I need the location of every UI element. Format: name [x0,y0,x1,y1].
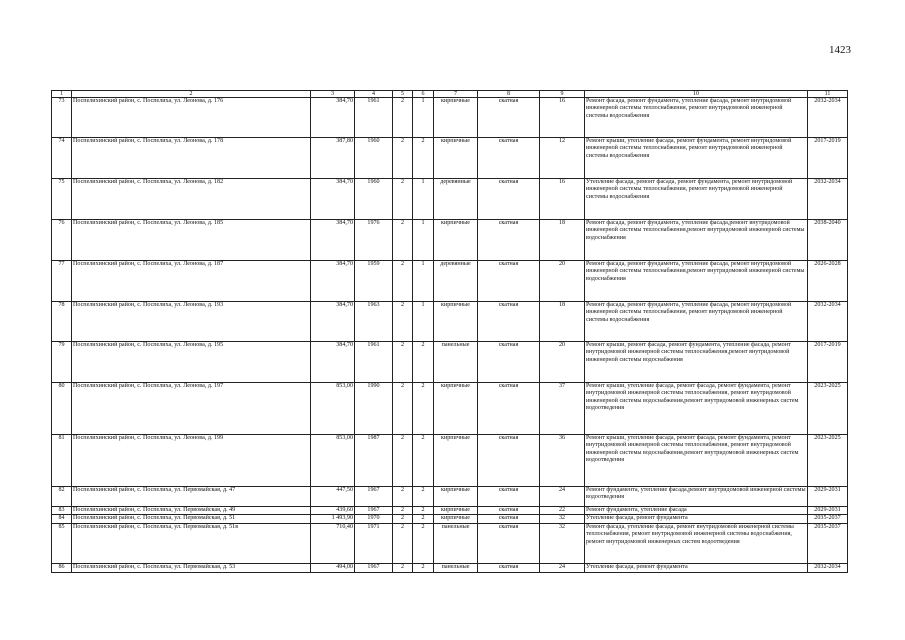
entrances-cell: 2 [413,487,434,507]
walls-cell: панельные [434,523,478,563]
address-cell: Поспелихинский район, с. Поспелиха, ул. Леонова, д. 176 [72,98,311,138]
roof-cell: скатная [478,515,540,523]
address-cell: Поспелихинский район, с. Поспелиха, ул. Леонова, д. 187 [72,261,311,302]
apartments-cell: 16 [540,98,585,138]
column-header: 6 [413,91,434,98]
entrances-cell: 2 [413,435,434,487]
table-row [52,515,848,523]
apartments-cell: 37 [540,383,585,435]
period-cell: 2017-2019 [808,342,848,383]
walls-cell: кирпичные [434,515,478,523]
column-header: 3 [311,91,355,98]
row-number: 74 [52,138,72,179]
apartments-cell: 12 [540,138,585,179]
period-cell: 2038-2040 [808,220,848,261]
table-row [52,179,848,220]
entrances-cell: 2 [413,138,434,179]
period-cell: 2029-2031 [808,487,848,507]
entrances-cell: 1 [413,220,434,261]
column-header: 4 [355,91,393,98]
year-cell: 1990 [355,383,393,435]
roof-cell: скатная [478,435,540,487]
row-number: 83 [52,507,72,515]
row-number: 86 [52,563,72,572]
row-number: 77 [52,261,72,302]
floors-cell: 2 [393,515,413,523]
entrances-cell: 2 [413,507,434,515]
table-row [52,302,848,342]
address-cell: Поспелихинский район, с. Поспелиха, ул. Первомайская, д. 47 [72,487,311,507]
address-cell: Поспелихинский район, с. Поспелиха, ул. Первомайская, д. 51 [72,515,311,523]
housing-register-table [51,90,848,573]
period-cell: 2026-2028 [808,261,848,302]
floors-cell: 2 [393,302,413,342]
year-cell: 1963 [355,302,393,342]
period-cell: 2032-2034 [808,302,848,342]
works-cell: Ремонт крыши, ремонт фасада, ремонт фундамента, утепление фасада, ремонт внутридомовой инженерной системы теплоснабжения,ремонт внутридомовой инженерной системы водоснабжения [585,342,808,383]
floors-cell: 2 [393,179,413,220]
table-row [52,220,848,261]
area-cell: 1 493,90 [311,515,355,523]
table-row [52,383,848,435]
table-row [52,98,848,138]
address-cell: Поспелихинский район, с. Поспелиха, ул. Первомайская, д. 49 [72,507,311,515]
address-cell: Поспелихинский район, с. Поспелиха, ул. Леонова, д. 178 [72,138,311,179]
table-row [52,507,848,515]
works-cell: Ремонт фасада, ремонт фундамента, утепление фасада, ремонт внутридомовой инженерной системы теплоснабжения, ремонт внутридомовой инженерной системы водоснабжения [585,98,808,138]
period-cell: 2035-2037 [808,523,848,563]
table-row [52,138,848,179]
year-cell: 1967 [355,487,393,507]
column-header: 1 [52,91,72,98]
address-cell: Поспелихинский район, с. Поспелиха, ул. Первомайская, д. 51в [72,523,311,563]
column-header: 9 [540,91,585,98]
entrances-cell: 2 [413,342,434,383]
row-number: 81 [52,435,72,487]
period-cell: 2029-2031 [808,507,848,515]
entrances-cell: 1 [413,179,434,220]
floors-cell: 2 [393,523,413,563]
area-cell: 387,80 [311,138,355,179]
area-cell: 384,70 [311,179,355,220]
roof-cell: скатная [478,179,540,220]
roof-cell: скатная [478,98,540,138]
table-row [52,487,848,507]
entrances-cell: 2 [413,515,434,523]
floors-cell: 2 [393,563,413,572]
column-header: 11 [808,91,848,98]
address-cell: Поспелихинский район, с. Поспелиха, ул. Леонова, д. 185 [72,220,311,261]
roof-cell: скатная [478,523,540,563]
year-cell: 1976 [355,220,393,261]
walls-cell: деревянные [434,179,478,220]
walls-cell: кирпичные [434,220,478,261]
works-cell: Ремонт крыши, утепление фасада, ремонт фасада, ремонт фундамента, ремонт внутридомовой инженерной системы теплоснабжения, ремонт внутридомовой инженерной системы водоснабжения,ремонт внутридомовой инженерных систем водоотведения [585,383,808,435]
area-cell: 384,70 [311,220,355,261]
column-number-row [52,91,848,98]
roof-cell: скатная [478,487,540,507]
floors-cell: 2 [393,487,413,507]
floors-cell: 2 [393,138,413,179]
column-header: 5 [393,91,413,98]
apartments-cell: 36 [540,435,585,487]
works-cell: Ремонт фундамента, утепление фасада,ремонт внутридомовой инженерной системы водоотведения [585,487,808,507]
period-cell: 2032-2034 [808,179,848,220]
roof-cell: скатная [478,507,540,515]
year-cell: 1959 [355,261,393,302]
works-cell: Ремонт крыши, утепление фасада, ремонт фасада, ремонт фундамента, ремонт внутридомовой инженерной системы теплоснабжения, ремонт внутридомовой инженерной системы водоснабжения,ремонт внутридомовой инженерных систем водоотведения [585,435,808,487]
works-cell: Утепление фасада, ремонт фундамента [585,563,808,572]
address-cell: Поспелихинский район, с. Поспелиха, ул. Леонова, д. 182 [72,179,311,220]
walls-cell: кирпичные [434,383,478,435]
floors-cell: 2 [393,98,413,138]
period-cell: 2023-2025 [808,435,848,487]
roof-cell: скатная [478,302,540,342]
row-number: 85 [52,523,72,563]
floors-cell: 2 [393,261,413,302]
entrances-cell: 2 [413,523,434,563]
year-cell: 1971 [355,523,393,563]
year-cell: 1967 [355,507,393,515]
period-cell: 2032-2034 [808,563,848,572]
works-cell: Ремонт крыши, утепление фасада, ремонт фундамента, ремонт внутридомовой инженерной системы теплоснабжения, ремонт внутридомовой инженерной системы водоснабжения [585,138,808,179]
floors-cell: 2 [393,507,413,515]
apartments-cell: 32 [540,515,585,523]
column-header: 10 [585,91,808,98]
area-cell: 384,70 [311,98,355,138]
entrances-cell: 2 [413,563,434,572]
works-cell: Ремонт фасада, утепление фасада, ремонт внутридомовой инженерной системы теплоснабжения, ремонт внутридомовой инженерной системы водоснабжения, ремонт внутридомовой инженерных систем водоотведения [585,523,808,563]
address-cell: Поспелихинский район, с. Поспелиха, ул. Леонова, д. 193 [72,302,311,342]
area-cell: 447,50 [311,487,355,507]
roof-cell: скатная [478,342,540,383]
walls-cell: панельные [434,342,478,383]
entrances-cell: 1 [413,98,434,138]
walls-cell: панельные [434,563,478,572]
period-cell: 2023-2025 [808,383,848,435]
row-number: 84 [52,515,72,523]
row-number: 73 [52,98,72,138]
address-cell: Поспелихинский район, с. Поспелиха, ул. Леонова, д. 199 [72,435,311,487]
year-cell: 1967 [355,563,393,572]
year-cell: 1960 [355,179,393,220]
walls-cell: деревянные [434,261,478,302]
works-cell: Ремонт фундамента, утепление фасада [585,507,808,515]
table-row [52,435,848,487]
period-cell: 2032-2034 [808,98,848,138]
address-cell: Поспелихинский район, с. Поспелиха, ул. Леонова, д. 197 [72,383,311,435]
floors-cell: 2 [393,220,413,261]
entrances-cell: 2 [413,383,434,435]
area-cell: 384,70 [311,302,355,342]
apartments-cell: 16 [540,179,585,220]
apartments-cell: 32 [540,523,585,563]
apartments-cell: 18 [540,302,585,342]
walls-cell: кирпичные [434,138,478,179]
row-number: 75 [52,179,72,220]
area-cell: 710,40 [311,523,355,563]
area-cell: 384,70 [311,342,355,383]
entrances-cell: 1 [413,261,434,302]
period-cell: 2017-2019 [808,138,848,179]
table-row [52,261,848,302]
works-cell: Ремонт фасада, ремонт фундамента, утепление фасада, ремонт внутридомовой инженерной системы теплоснабжения,ремонт внутридомовой инженерной системы водоснабжения [585,261,808,302]
address-cell: Поспелихинский район, с. Поспелиха, ул. Леонова, д. 195 [72,342,311,383]
floors-cell: 2 [393,342,413,383]
walls-cell: кирпичные [434,98,478,138]
year-cell: 1970 [355,515,393,523]
apartments-cell: 20 [540,261,585,302]
roof-cell: скатная [478,138,540,179]
entrances-cell: 1 [413,302,434,342]
walls-cell: кирпичные [434,302,478,342]
area-cell: 853,00 [311,435,355,487]
roof-cell: скатная [478,383,540,435]
area-cell: 494,00 [311,563,355,572]
row-number: 78 [52,302,72,342]
row-number: 82 [52,487,72,507]
works-cell: Утепление фасада, ремонт фундамента [585,515,808,523]
apartments-cell: 24 [540,487,585,507]
floors-cell: 2 [393,435,413,487]
apartments-cell: 24 [540,563,585,572]
row-number: 76 [52,220,72,261]
apartments-cell: 18 [540,220,585,261]
roof-cell: скатная [478,220,540,261]
table-row [52,563,848,572]
walls-cell: кирпичные [434,487,478,507]
floors-cell: 2 [393,383,413,435]
column-header: 7 [434,91,478,98]
year-cell: 1961 [355,98,393,138]
works-cell: Утепление фасада, ремонт фасада, ремонт фундамента, ремонт внутридомовой инженерной системы теплоснабжения, ремонт внутридомовой инженерной системы водоснабжения [585,179,808,220]
area-cell: 384,70 [311,261,355,302]
roof-cell: скатная [478,261,540,302]
row-number: 80 [52,383,72,435]
year-cell: 1960 [355,138,393,179]
row-number: 79 [52,342,72,383]
apartments-cell: 20 [540,342,585,383]
works-cell: Ремонт фасада, ремонт фундамента, утепление фасада, ремонт внутридомовой инженерной системы теплоснабжения, ремонт внутридомовой инженерной системы водоснабжения [585,302,808,342]
roof-cell: скатная [478,563,540,572]
area-cell: 853,00 [311,383,355,435]
column-header: 2 [72,91,311,98]
year-cell: 1961 [355,342,393,383]
page-number: 1423 [829,44,851,56]
table-row [52,523,848,563]
apartments-cell: 22 [540,507,585,515]
walls-cell: кирпичные [434,507,478,515]
address-cell: Поспелихинский район, с. Поспелиха, ул. Первомайская, д. 53 [72,563,311,572]
works-cell: Ремонт фасада, ремонт фундамента, утепление фасада,ремонт внутридомовой инженерной системы теплоснабжения,ремонт внутридомовой инженерной системы водоснабжения [585,220,808,261]
table-row [52,342,848,383]
area-cell: 439,60 [311,507,355,515]
year-cell: 1987 [355,435,393,487]
period-cell: 2035-2037 [808,515,848,523]
walls-cell: кирпичные [434,435,478,487]
column-header: 8 [478,91,540,98]
